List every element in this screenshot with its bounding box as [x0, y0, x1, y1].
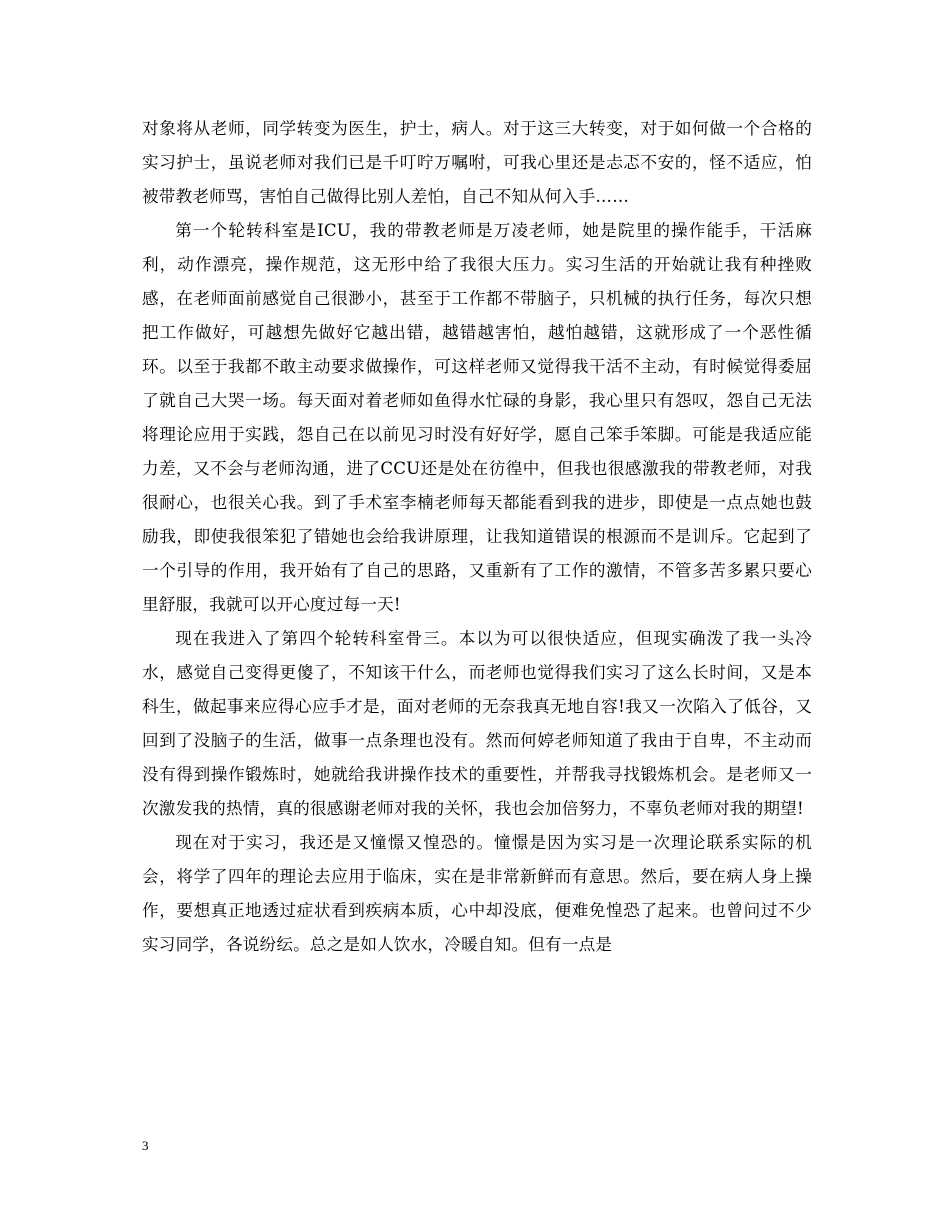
paragraph: 对象将从老师，同学转变为医生，护士，病人。对于这三大转变，对于如何做一个合格的实习护士，虽说老师对我们已是千叮咛万嘱咐，可我心里还是忐忑不安的，怪不适应，怕被带教老师骂，害怕自己做得比别人差怕，自己不知从何入手……: [142, 119, 812, 206]
page-number: 3: [142, 1138, 149, 1153]
document-body: [142, 112, 812, 962]
paragraph: 现在对于实习，我还是又憧憬又惶恐的。憧憬是因为实习是一次理论联系实际的机会，将学了四年的理论去应用于临床，实在是非常新鲜而有意思。然后，要在病人身上操作，要想真正地透过症状看到疾病本质，心中却没底，便难免惶恐了起来。也曾问过不少实习同学，各说纷纭。总之是如人饮水，冷暖自知。但有一点是: [142, 833, 812, 954]
paragraph: 现在我进入了第四个轮转科室骨三。本以为可以很快适应，但现实确泼了我一头冷水，感觉自己变得更傻了，不知该干什么，而老师也觉得我们实习了这么长时间，又是本科生，做起事来应得心应手才是，面对老师的无奈我真无地自容!我又一次陷入了低谷，又回到了没脑子的生活，做事一点条理也没有。然而何婷老师知道了我由于自卑，不主动而没有得到操作锻炼时，她就给我讲操作技术的重要性，并帮我寻找锻炼机会。是老师又一次激发我的热情，真的很感谢老师对我的关怀，我也会加倍努力，不辜负老师对我的期望!: [142, 629, 812, 818]
paragraph: 第一个轮转科室是ICU，我的带教老师是万凌老师，她是院里的操作能手，干活麻利，动作漂亮，操作规范，这无形中给了我很大压力。实习生活的开始就让我有种挫败感，在老师面前感觉自己很渺小，甚至于工作都不带脑子，只机械的执行任务，每次只想把工作做好，可越想先做好它越出错，越错越害怕，越怕越错，这就形成了一个恶性循环。以至于我都不敢主动要求做操作，可这样老师又觉得我干活不主动，有时候觉得委屈了就自己大哭一场。每天面对着老师如鱼得水忙碌的身影，我心里只有怨叹，怨自己无法将理论应用于实践，怨自己在以前见习时没有好好学，愿自己笨手笨脚。可能是我适应能力差，又不会与老师沟通，进了CCU还是处在彷徨中，但我也很感激我的带教老师，对我很耐心，也很关心我。到了手术室李楠老师每天都能看到我的进步，即使是一点点她也鼓励我，即使我很笨犯了错她也会给我讲原理，让我知道错误的根源而不是训斥。它起到了一个引导的作用，我开始有了自己的思路，又重新有了工作的激情，不管多苦多累只要心里舒服，我就可以开心度过每一天!: [142, 221, 812, 614]
